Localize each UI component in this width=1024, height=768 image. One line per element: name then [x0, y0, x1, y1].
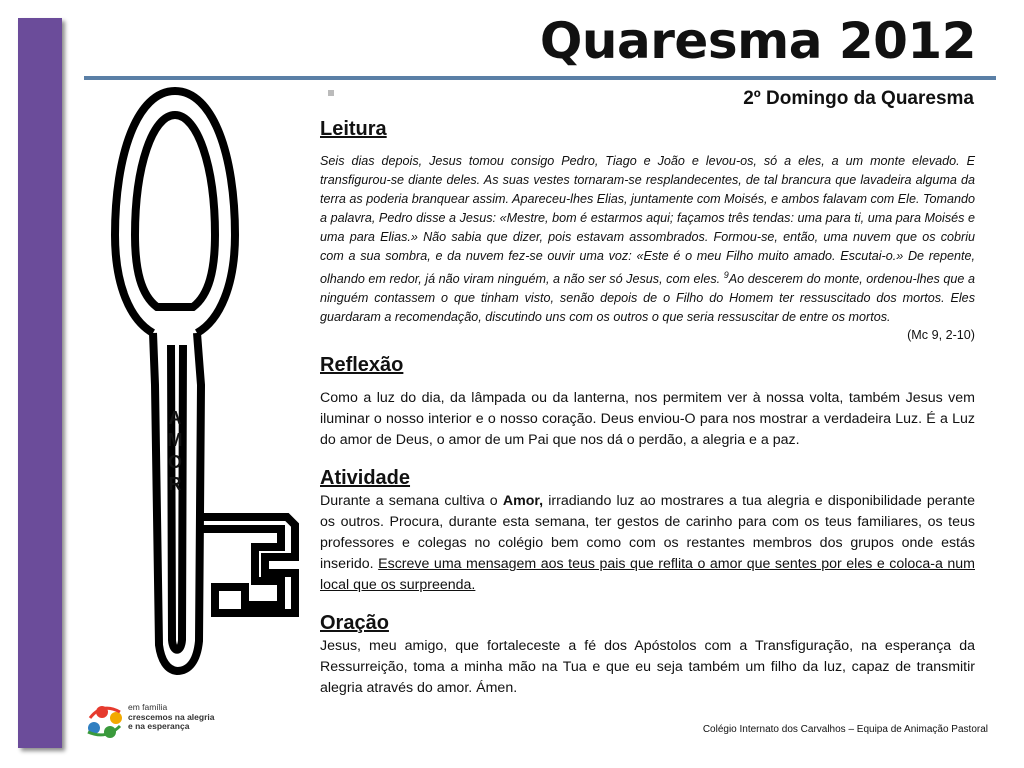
title-rule [84, 76, 996, 80]
key-illustration [105, 85, 320, 685]
logo-line2: crescemos na alegria [128, 711, 215, 722]
side-bar [18, 18, 62, 748]
key-shaft-inner [171, 345, 183, 650]
oracao-section [320, 610, 975, 699]
leitura-reference: (Mc 9, 2-10) [907, 328, 975, 343]
atividade-text [320, 491, 975, 596]
leitura-heading: Leitura [320, 118, 387, 140]
key-word-amor [164, 407, 186, 495]
key-letter: R [168, 474, 182, 494]
logo-line1: em família [128, 702, 168, 712]
page-subtitle: 2º Domingo da Quaresma [743, 88, 974, 109]
atividade-section [320, 465, 975, 596]
logo-dot-yellow [110, 712, 122, 724]
key-shaft [153, 333, 201, 671]
bullet-marker [328, 90, 334, 96]
key-bow-inner [135, 115, 215, 307]
atividade-bold: Amor, [502, 493, 544, 510]
reflexao-heading: Reflexão [320, 354, 404, 377]
logo-line3: e na esperança [128, 721, 190, 731]
key-letter: A [168, 408, 182, 428]
main-content [320, 116, 975, 699]
atividade-underlined: Escreve uma mensagem aos teus pais que reflita o amor que sentes por eles e coloca-a num local que os surpreenda. [320, 556, 975, 594]
key-letter: M [167, 430, 183, 450]
logo-text [128, 703, 214, 732]
key-letter: O [167, 452, 182, 472]
key-bit [201, 517, 295, 613]
footer-text: Colégio Internato dos Carvalhos – Equipa de Animação Pastoral [702, 724, 988, 735]
reflexao-text: Como a luz do dia, da lâmpada ou da lanterna, nos permitem ver à nossa volta, também Jesus vem iluminar o nosso interior e o nosso coração. Deus enviou-O para nos mostrar a verdadeira Luz. É a Luz do amor de Deus, o amor de um Pai que nos dá o perdão, a alegria e a paz. [320, 390, 975, 449]
atividade-text-pre: Durante a semana cultiva o [320, 493, 503, 510]
reflexao-section [320, 352, 975, 451]
leitura-text-b: Ao descerem do monte, ordenou-lhes que a ninguém contassem o que tinham visto, senão depois de o Filho do Homem ter ressuscitado dos mortos. Eles guardaram a recomendação, discutindo uns com os outros o que seria ressuscitar de entre os mortos. [320, 272, 976, 325]
leitura-text [320, 152, 975, 327]
atividade-heading: Atividade [320, 467, 411, 490]
atividade-text-mid: irradiando luz ao mostrares a tua alegria e disponibilidade perante os outros. Procura, durante esta semana, ter gestos de carinho para com os teus familiares, os teus professores e colegas no colégio bem como com os restantes membros dos grupos onde estás inserido. [320, 493, 976, 573]
oracao-heading: Oração [320, 612, 389, 635]
page-title: Quaresma 2012 [539, 12, 976, 70]
oracao-text: Jesus, meu amigo, que fortaleceste a fé dos Apóstolos com a Transfiguração, na esperança da Ressurreição, toma a minha mão na Tua e que eu seja também um filho da luz, capaz de transmitir alegria através do amor. Ámen. [320, 638, 975, 697]
verse-number: 9 [723, 270, 729, 280]
leitura-text-a: Seis dias depois, Jesus tomou consigo Pedro, Tiago e João e levou-os, só a eles, a um monte elevado. E transfigurou-se diante deles. As suas vestes tornaram-se resplandecentes, de tal brancura que lavadeira alguma da terra as poderia branquear assim. Apareceu-lhes Elias, juntamente com Moisés, e ambos falavam com Ele. Tomando a palavra, Pedro disse a Jesus: «Mestre, bom é estarmos aqui; façamos três tendas: uma para ti, uma para Moisés e uma para Elias.» Não sabia que dizer, pois estavam assombrados. Formou-se, então, uma nuvem que os cobriu com a sua sombra, e da nuvem fez-se ouvir uma voz: «Este é o meu Filho muito amado. Escutai-o.» De repente, olhando em redor, já não viram ninguém, a não ser só Jesus, com eles. [320, 154, 975, 287]
